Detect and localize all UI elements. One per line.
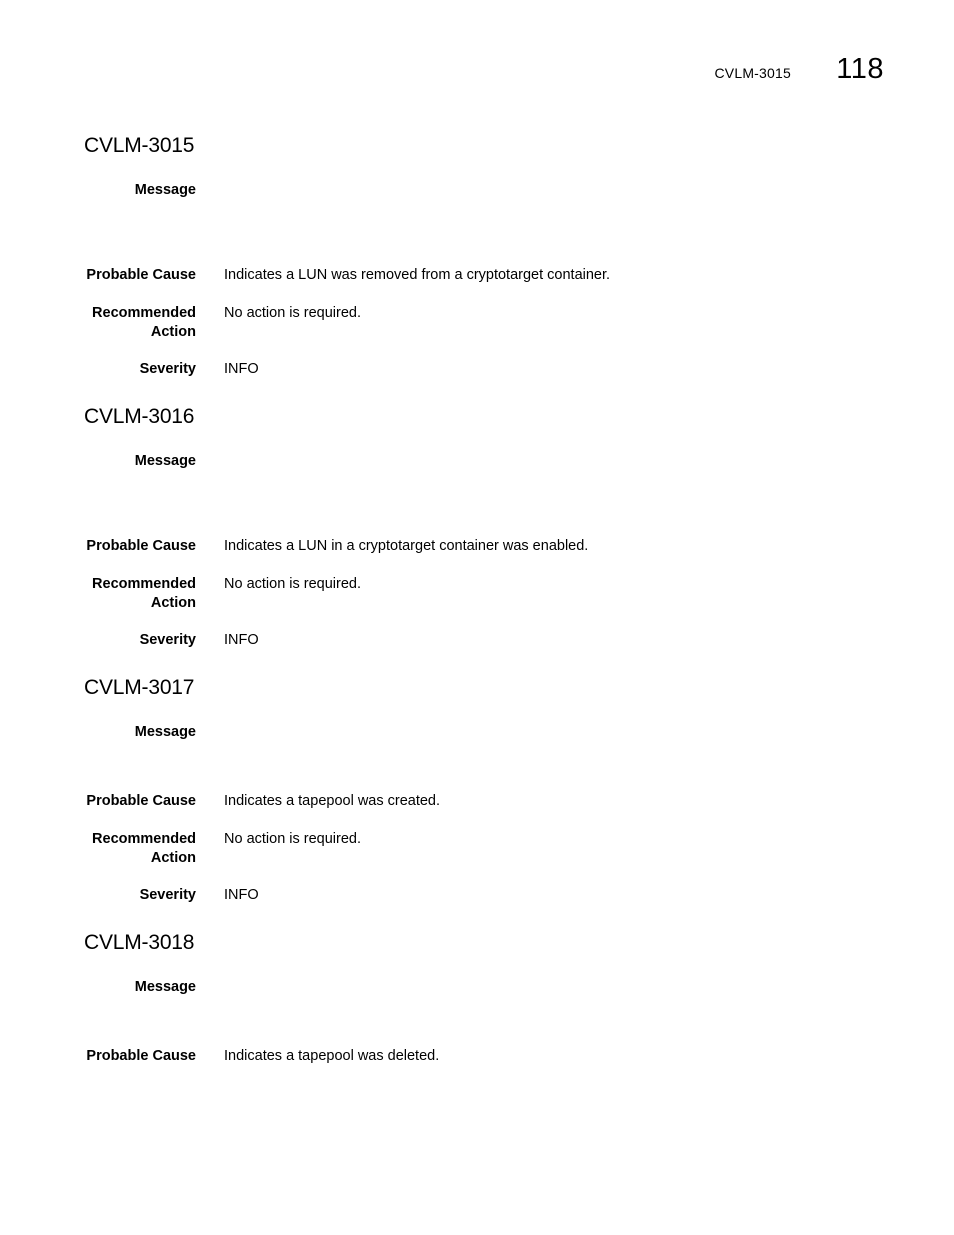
running-header-label: CVLM-3015 (714, 65, 791, 81)
page-header (0, 0, 954, 100)
recommended-action-label-line2: Action (150, 850, 196, 866)
probable-cause-label: Probable Cause (86, 793, 196, 809)
recommended-action-text: No action is required. (224, 305, 362, 321)
severity-label: Severity (139, 632, 196, 648)
probable-cause-text: Indicates a tapepool was deleted. (224, 1048, 440, 1064)
recommended-action-label-line1: Recommended (92, 831, 196, 847)
message-label: Message (134, 453, 196, 469)
entry-title: CVLM-3016 (84, 405, 195, 428)
severity-value: INFO (224, 361, 259, 377)
message-label: Message (134, 724, 196, 740)
recommended-action-label-line2: Action (150, 595, 196, 611)
message-label: Message (134, 182, 196, 198)
recommended-action-label-line2: Action (150, 324, 196, 340)
recommended-action-label (66, 304, 196, 342)
severity-value: INFO (224, 887, 259, 903)
recommended-action-label-line1: Recommended (92, 576, 196, 592)
probable-cause-text: Indicates a tapepool was created. (224, 793, 441, 809)
probable-cause-text: Indicates a LUN was removed from a cryptotarget container. (224, 267, 611, 283)
recommended-action-label (66, 830, 196, 868)
message-label: Message (134, 979, 196, 995)
recommended-action-label (66, 575, 196, 613)
entry-title: CVLM-3018 (84, 931, 195, 954)
entry-title: CVLM-3015 (84, 134, 195, 157)
severity-value: INFO (224, 632, 259, 648)
probable-cause-text: Indicates a LUN in a cryptotarget container was enabled. (224, 538, 589, 554)
probable-cause-label: Probable Cause (86, 1048, 196, 1064)
recommended-action-text: No action is required. (224, 576, 362, 592)
probable-cause-label: Probable Cause (86, 267, 196, 283)
entry-title: CVLM-3017 (84, 676, 195, 699)
severity-label: Severity (139, 887, 196, 903)
chapter-number: 118 (836, 53, 884, 85)
severity-label: Severity (139, 361, 196, 377)
probable-cause-label: Probable Cause (86, 538, 196, 554)
recommended-action-label-line1: Recommended (92, 305, 196, 321)
recommended-action-text: No action is required. (224, 831, 362, 847)
